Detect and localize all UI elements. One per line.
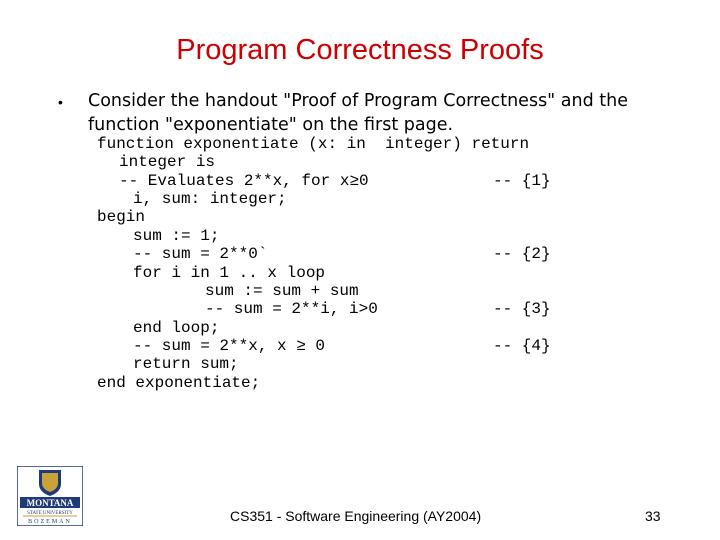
comment-tag-4: -- {4} — [493, 337, 551, 355]
code-line: function exponentiate (x: in integer) return — [97, 135, 530, 153]
code-line: -- sum = 2**x, x ≥ 0 — [133, 337, 326, 355]
code-line: integer is — [119, 153, 216, 171]
footer-course: CS351 - Software Engineering (AY2004) — [230, 508, 482, 524]
code-line: i, sum: integer; — [133, 190, 287, 208]
slide-title: Program Correctness Proofs — [176, 34, 544, 66]
comment-tag-1: -- {1} — [493, 172, 551, 190]
code-line: sum := 1; — [133, 227, 220, 245]
comment-tag-3: -- {3} — [493, 300, 551, 318]
code-line: for i in 1 .. x loop — [133, 264, 326, 282]
bullet-marker: • — [58, 94, 63, 110]
comment-tag-2: -- {2} — [493, 245, 551, 263]
page-number: 33 — [645, 508, 661, 524]
bullet-text — [88, 89, 648, 137]
logo-city: BOZEMAN — [28, 519, 72, 525]
code-line: begin — [97, 208, 146, 226]
code-line: end loop; — [133, 319, 220, 337]
logo-sub: STATE UNIVERSITY — [27, 511, 73, 516]
code-line: -- sum = 2**0` — [133, 245, 268, 263]
bullet-line-2: function "exponentiate" on the first page. — [88, 115, 454, 135]
code-line: -- sum = 2**i, i>0 — [205, 300, 378, 318]
code-line: sum := sum + sum — [205, 282, 359, 300]
montana-state-logo — [17, 466, 83, 526]
code-line: -- Evaluates 2**x, for x≥0 — [119, 172, 369, 190]
bullet-line-1: Consider the handout "Proof of Program Correctness" and the — [88, 91, 629, 111]
code-line: return sum; — [133, 355, 239, 373]
logo-name: MONTANA — [26, 498, 74, 508]
code-line: end exponentiate; — [97, 374, 261, 392]
